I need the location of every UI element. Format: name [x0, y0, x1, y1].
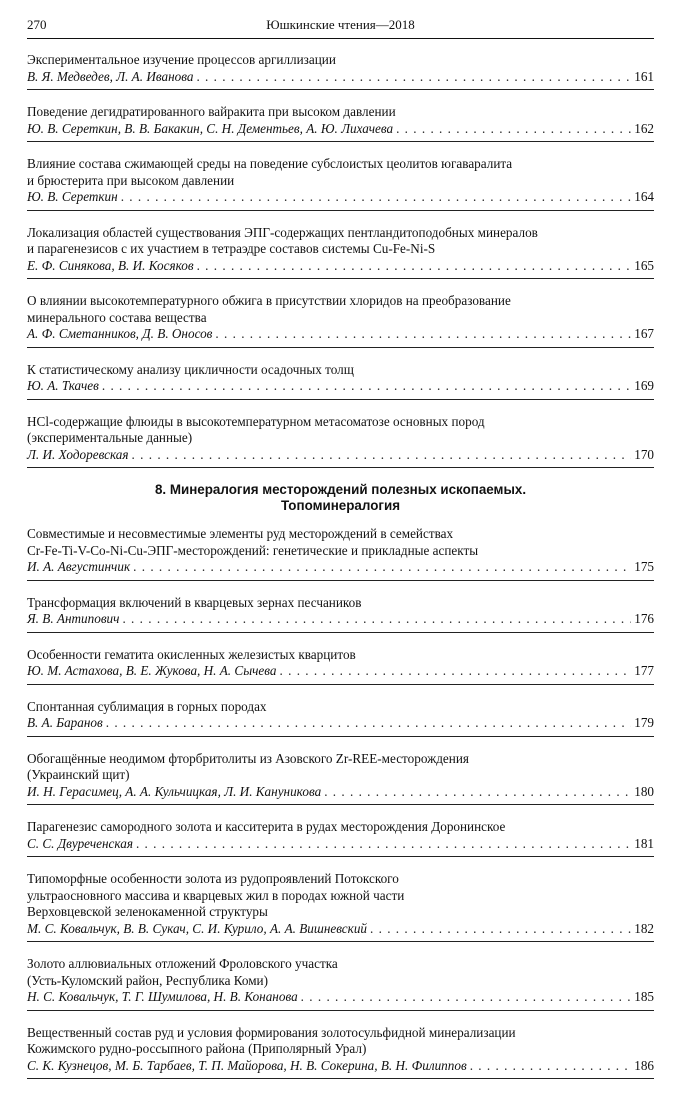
- entry-title-line: HCl-содержащие флюиды в высокотемпературном метасоматозе основных пород: [27, 413, 485, 429]
- entry-title: [27, 362, 654, 379]
- entry-title-line: ультраосновного массива и кварцевых жил в породах южной части: [27, 887, 405, 903]
- entry-title-line: Кожимского рудно-россыпного района (Приполярный Урал): [27, 1041, 367, 1056]
- toc-entry: [27, 956, 654, 1011]
- entry-title-line: минерального состава вещества: [27, 309, 207, 325]
- entry-title: [27, 956, 654, 989]
- entry-authors: А. Ф. Сметанников, Д. В. Оносов: [27, 326, 213, 341]
- entry-title-line: Трансформация включений в кварцевых зернах песчаников: [27, 594, 362, 610]
- entry-title: [27, 819, 654, 836]
- dot-leader: [324, 784, 631, 801]
- entry-authors: С. С. Двуреченская: [27, 835, 133, 851]
- entry-author-line: [27, 784, 654, 801]
- entry-authors: В. Я. Медведев, Л. А. Иванова: [27, 68, 194, 84]
- dot-leader: [470, 1058, 632, 1075]
- entry-title-line: Совместимые и несовместимые элементы руд месторождений в семействах: [27, 526, 454, 541]
- entry-title-line: Cr-Fe-Ti-V-Co-Ni-Cu-ЭПГ-месторождений: генетические и прикладные аспекты: [27, 542, 479, 558]
- dot-leader: [215, 326, 631, 343]
- entry-title-line: Экспериментальное изучение процессов аргиллизации: [27, 52, 336, 67]
- entry-authors: Ю. В. Сереткин: [27, 189, 118, 204]
- entry-title-line: и брюстерита при высоком давлении: [27, 172, 235, 188]
- entry-author-line: [27, 258, 654, 275]
- entry-authors: Ю. А. Ткачев: [27, 378, 99, 393]
- section-heading-line: 8. Минералогия месторождений полезных ископаемых.: [154, 482, 527, 497]
- entry-title-line: Золото аллювиальных отложений Фроловского участка: [27, 956, 338, 971]
- toc-entry: [27, 362, 654, 400]
- toc-entry: [27, 1025, 654, 1080]
- dot-leader: [133, 559, 631, 576]
- entry-title-line: и парагенезисов с их участием в тетраэдре составов системы Cu-Fe-Ni-S: [27, 241, 436, 256]
- entry-title-line: Верховцевской зеленокаменной структуры: [27, 904, 268, 919]
- entry-author-line: [27, 836, 654, 853]
- entry-authors: Л. И. Ходоревская: [27, 446, 129, 462]
- entry-page-number: 162: [634, 120, 654, 136]
- entry-page-number: 176: [634, 611, 654, 626]
- entry-title-line: Обогащённые неодимом фторбритолиты из Азовского Zr-REE-месторождения: [27, 750, 469, 766]
- entry-author-line: [27, 189, 654, 206]
- entry-authors: Ю. В. Сереткин, В. В. Бакакин, С. Н. Дементьев, А. Ю. Лихачева: [27, 120, 394, 136]
- entry-authors: И. Н. Герасимец, А. А. Кульчицкая, Л. И. Кануникова: [27, 783, 322, 799]
- entry-title: [27, 52, 654, 69]
- entry-title: [27, 156, 654, 189]
- entry-author-line: [27, 378, 654, 395]
- table-of-contents: [27, 52, 654, 1093]
- dot-leader: [197, 258, 632, 275]
- entry-authors: Я. В. Антипович: [27, 611, 120, 626]
- toc-entry: [27, 751, 654, 806]
- entry-title: [27, 871, 654, 921]
- entry-authors: М. С. Ковальчук, В. В. Сукач, С. И. Курило, А. А. Вишневский: [27, 920, 368, 936]
- entry-author-line: [27, 69, 654, 86]
- entry-authors: Н. С. Ковальчук, Т. Г. Шумилова, Н. В. Конанова: [27, 989, 298, 1004]
- entry-page-number: 175: [634, 559, 654, 574]
- dot-leader: [106, 715, 632, 732]
- toc-entry: [27, 104, 654, 142]
- entry-page-number: 186: [634, 1057, 654, 1073]
- dot-leader: [136, 836, 631, 853]
- entry-title: [27, 414, 654, 447]
- dot-leader: [122, 611, 631, 628]
- entry-title-line: Локализация областей существования ЭПГ-содержащих пентландитоподобных минералов: [27, 224, 538, 240]
- entry-title-line: (Усть-Куломский район, Республика Коми): [27, 972, 268, 988]
- toc-entry: [27, 595, 654, 633]
- dot-leader: [280, 663, 632, 680]
- entry-author-line: [27, 611, 654, 628]
- toc-entry: [27, 156, 654, 211]
- entry-title-line: К статистическому анализу цикличности осадочных толщ: [27, 361, 354, 377]
- entry-authors: И. А. Августинчик: [27, 559, 131, 574]
- toc-entry: [27, 225, 654, 280]
- entry-page-number: 177: [634, 663, 654, 678]
- toc-list-before: [27, 52, 654, 468]
- entry-title: [27, 293, 654, 326]
- entry-title: [27, 751, 654, 784]
- entry-author-line: [27, 921, 654, 938]
- entry-title-line: Влияние состава сжимающей среды на поведение субслоистых цеолитов югаваралита: [27, 156, 513, 171]
- page-header: [27, 16, 654, 39]
- dot-leader: [301, 989, 632, 1006]
- section-heading: [27, 482, 654, 514]
- toc-entry: [27, 526, 654, 581]
- toc-entry: [27, 293, 654, 348]
- entry-author-line: [27, 1058, 654, 1075]
- entry-page-number: 180: [634, 783, 654, 799]
- toc-entry: [27, 52, 654, 90]
- dot-leader: [121, 189, 632, 206]
- entry-page-number: 169: [634, 378, 654, 393]
- entry-authors: Е. Ф. Синякова, В. И. Косяков: [27, 257, 194, 273]
- toc-entry: [27, 819, 654, 857]
- running-title: Юшкинские чтения—2018: [266, 17, 415, 32]
- entry-title: [27, 647, 654, 664]
- entry-title: [27, 225, 654, 258]
- entry-author-line: [27, 989, 654, 1006]
- entry-page-number: 165: [634, 257, 654, 273]
- dot-leader: [102, 378, 631, 395]
- entry-author-line: [27, 447, 654, 464]
- entry-author-line: [27, 121, 654, 138]
- entry-page-number: 164: [634, 189, 654, 204]
- entry-title: [27, 595, 654, 612]
- entry-title: [27, 526, 654, 559]
- dot-leader: [396, 121, 631, 138]
- toc-entry: [27, 647, 654, 685]
- entry-authors: С. К. Кузнецов, М. Б. Тарбаев, Т. П. Майорова, Н. В. Сокерина, В. Н. Филиппов: [27, 1057, 467, 1073]
- entry-page-number: 179: [634, 715, 654, 730]
- dot-leader: [132, 447, 632, 464]
- entry-page-number: 185: [634, 989, 654, 1004]
- entry-title: [27, 1025, 654, 1058]
- entry-page-number: 161: [634, 68, 654, 84]
- toc-list-after: [27, 526, 654, 1079]
- dot-leader: [370, 921, 631, 938]
- section-heading-line: Топоминералогия: [280, 498, 401, 513]
- entry-author-line: [27, 663, 654, 680]
- toc-entry: [27, 414, 654, 469]
- entry-title-line: Спонтанная сублимация в горных породах: [27, 698, 267, 714]
- entry-page-number: 182: [634, 920, 654, 936]
- entry-title: [27, 104, 654, 121]
- entry-page-number: 167: [634, 326, 654, 341]
- entry-title-line: Типоморфные особенности золота из рудопроявлений Потокского: [27, 871, 399, 886]
- entry-authors: Ю. М. Астахова, В. Е. Жукова, Н. А. Сычева: [27, 663, 277, 678]
- entry-page-number: 170: [634, 446, 654, 462]
- entry-title-line: (экспериментальные данные): [27, 430, 193, 445]
- entry-page-number: 181: [634, 835, 654, 851]
- toc-entry: [27, 699, 654, 737]
- entry-title-line: О влиянии высокотемпературного обжига в присутствии хлоридов на преобразование: [27, 293, 511, 308]
- entry-title-line: Вещественный состав руд и условия формирования золотосульфидной минерализации: [27, 1024, 516, 1040]
- toc-entry: [27, 871, 654, 942]
- dot-leader: [196, 69, 631, 86]
- entry-title-line: Поведение дегидратированного вайракита при высоком давлении: [27, 104, 396, 119]
- entry-title: [27, 699, 654, 716]
- entry-author-line: [27, 326, 654, 343]
- entry-title-line: Особенности гематита окисленных железистых кварцитов: [27, 646, 356, 662]
- entry-author-line: [27, 715, 654, 732]
- entry-authors: В. А. Баранов: [27, 715, 103, 730]
- entry-title-line: Парагенезис самородного золота и касситерита в рудах месторождения Доронинское: [27, 819, 506, 834]
- page-number: 270: [27, 17, 47, 32]
- entry-author-line: [27, 559, 654, 576]
- entry-title-line: (Украинский щит): [27, 767, 130, 782]
